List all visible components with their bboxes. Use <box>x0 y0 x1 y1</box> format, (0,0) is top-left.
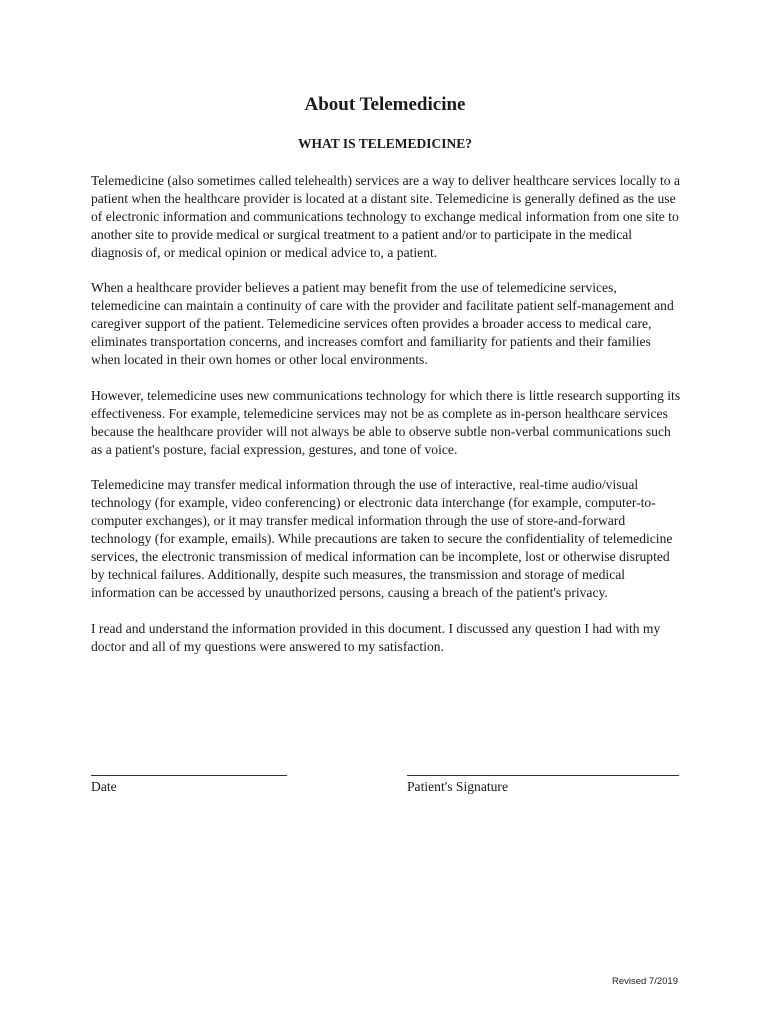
page-title: About Telemedicine <box>304 94 466 115</box>
patient-signature-line[interactable] <box>407 775 679 776</box>
paragraph-privacy: Telemedicine may transfer medical information through the use of interactive, real-time audio/visual technology (for example, video conferencing) or electronic data interchange (for example, computer-to-computer exchanges), or it may transfer medical information through the use of store-and-forward technology (for example, emails). While precautions are taken to secure the confidentiality of telemedicine services, the electronic transmission of medical information can be incomplete, lost or otherwise disrupted by technical failures. Additionally, despite such measures, the transmission and storage of medical information can be accessed by unauthorized persons, causing a breach of the patient's privacy. <box>91 477 673 600</box>
paragraph-benefits: When a healthcare provider believes a patient may benefit from the use of telemedicine services, telemedicine can maintain a continuity of care with the provider and facilitate patient self-management and caregiver support of the patient. Telemedicine services often provides a broader access to medical care, eliminates transportation concerns, and increases comfort and familiarity for patients and their families when located in their own homes or other local environments. <box>91 280 674 368</box>
section-heading: WHAT IS TELEMEDICINE? <box>297 136 473 151</box>
document-body <box>91 172 681 673</box>
patient-signature-label: Patient's Signature <box>407 779 508 794</box>
paragraph-limitations: However, telemedicine uses new communications technology for which there is little research supporting its effectiveness. For example, telemedicine services may not be as complete as in-person healthcare services because the healthcare provider will not always be able to observe subtle non-verbal communications such as a patient's posture, facial expression, gestures, and tone of voice. <box>91 387 681 457</box>
revision-footer: Revised 7/2019 <box>611 976 678 987</box>
paragraph-definition: Telemedicine (also sometimes called telehealth) services are a way to deliver healthcare services locally to a patient when the healthcare provider is located at a distant site. Telemedicine is generally defined as the use of electronic information and communications technology to exchange medical information from one site to another site to provide medical or surgical treatment to a patient and/or to participate in the medical diagnosis of, or medical opinion or medical advice to, a patient. <box>91 173 680 260</box>
date-signature-line[interactable] <box>91 775 287 776</box>
paragraph-acknowledgement: I read and understand the information provided in this document. I discussed any question I had with my doctor and all of my questions were answered to my satisfaction. <box>91 620 661 654</box>
date-label: Date <box>91 779 117 794</box>
